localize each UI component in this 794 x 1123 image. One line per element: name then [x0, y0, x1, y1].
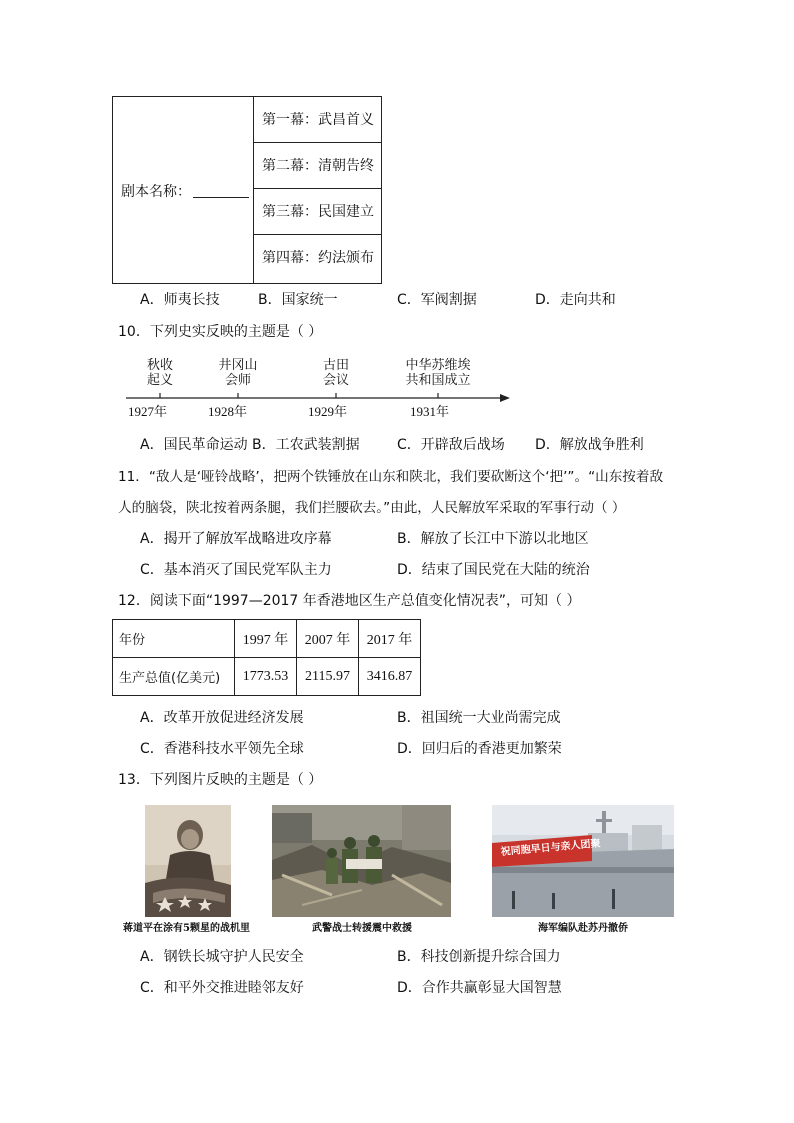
event-2-line2: 会师 [224, 372, 251, 387]
q10-option-b: B．工农武装割据 [252, 437, 360, 453]
q9-option-d: D．走向共和 [535, 292, 616, 308]
q10-stem: 10．下列史实反映的主题是（ ） [118, 324, 323, 340]
timeline-year-2: 1928年 [208, 404, 248, 419]
event-3-line2: 会议 [322, 372, 349, 387]
q13-stem: 13．下列图片反映的主题是（ ） [118, 772, 323, 788]
pilot-illustration [145, 805, 231, 917]
script-label-text: 剧本名称： [121, 184, 191, 200]
q11-option-d: D．结束了国民党在大陆的统治 [397, 562, 590, 578]
navy-evacuation-photo [492, 805, 674, 917]
event-4-line2: 共和国成立 [405, 372, 471, 387]
table-row [113, 658, 421, 696]
table-cell: 1997 年 [235, 620, 297, 658]
rescue-illustration [272, 805, 451, 917]
script-name-cell [113, 97, 254, 283]
q13-option-c: C．和平外交推进睦邻友好 [140, 980, 304, 996]
navy-caption: 海军编队赴苏丹撤侨 [538, 923, 628, 934]
q10-option-c: C．开辟敌后战场 [397, 437, 505, 453]
timeline-event-4 [386, 357, 490, 387]
table-cell: 2115.97 [297, 658, 359, 696]
q9-option-c: C．军阀割据 [397, 292, 477, 308]
rescue-caption: 武警战士转援震中救援 [312, 923, 412, 934]
event-1-line1: 秋收 [146, 357, 173, 372]
act-3: 第三幕：民国建立 [254, 189, 381, 235]
table-cell: 2007 年 [297, 620, 359, 658]
q12-option-b: B．祖国统一大业尚需完成 [397, 710, 561, 726]
timeline-year-1: 1927年 [128, 404, 168, 419]
table-cell: 1773.53 [235, 658, 297, 696]
q12-stem: 12．阅读下面“1997—2017 年香港地区生产总值变化情况表”，可知（ ） [118, 593, 581, 609]
timeline-year-4: 1931年 [410, 404, 450, 419]
timeline-event-1 [138, 357, 182, 387]
event-4-line1: 中华苏维埃 [405, 357, 471, 372]
act-4: 第四幕：约法颁布 [262, 250, 374, 266]
timeline-year-3: 1929年 [308, 404, 348, 419]
q13-option-d: D．合作共赢彰显大国智慧 [397, 980, 562, 996]
script-name-label [121, 181, 249, 201]
q11-stem-line1: 11．“敌人是‘哑铃战略’，把两个铁锤放在山东和陕北，我们要砍断这个‘把’”。“山东按着敌 [118, 469, 664, 485]
act-2: 第二幕：清朝告终 [254, 143, 381, 189]
pilot-photo [145, 805, 231, 917]
q11-option-c: C．基本消灭了国民党军队主力 [140, 562, 332, 578]
timeline [120, 356, 512, 422]
answer-blank [193, 183, 249, 198]
table-row [113, 620, 421, 658]
act-1: 第一幕：武昌首义 [254, 97, 381, 143]
q12-option-c: C．香港科技水平领先全球 [140, 741, 304, 757]
table-header-gdp: 生产总值(亿美元) [113, 658, 235, 696]
q9-option-a: A．师夷长技 [140, 292, 220, 308]
gdp-table [112, 619, 421, 696]
navy-banner-text: 祝同胞早日与亲人团聚 [500, 838, 601, 858]
q13-option-a: A．钢铁长城守护人民安全 [140, 949, 304, 965]
timeline-event-3 [314, 357, 358, 387]
q10-option-d: D．解放战争胜利 [535, 437, 644, 453]
table-cell: 3416.87 [359, 658, 421, 696]
q10-option-a: A．国民革命运动 [140, 437, 248, 453]
script-table [112, 96, 382, 284]
q12-option-a: A．改革开放促进经济发展 [140, 710, 304, 726]
navy-illustration [492, 805, 674, 917]
q11-option-b: B．解放了长江中下游以北地区 [397, 531, 589, 547]
q9-option-b: B．国家统一 [258, 292, 338, 308]
q11-option-a: A．揭开了解放军战略进攻序幕 [140, 531, 332, 547]
table-header-year: 年份 [113, 620, 235, 658]
q11-stem-line2: 人的脑袋，陕北按着两条腿，我们拦腰砍去。”由此，人民解放军采取的军事行动（ ） [118, 500, 626, 516]
pilot-caption: 蒋道平在涂有5颗星的战机里 [123, 923, 250, 934]
event-2-line1: 井冈山 [218, 357, 258, 372]
q12-option-d: D．回归后的香港更加繁荣 [397, 741, 562, 757]
q13-option-b: B．科技创新提升综合国力 [397, 949, 561, 965]
timeline-event-2 [206, 357, 270, 387]
table-cell: 2017 年 [359, 620, 421, 658]
event-3-line1: 古田 [322, 357, 349, 372]
event-1-line2: 起义 [146, 372, 173, 387]
earthquake-rescue-photo [272, 805, 451, 917]
